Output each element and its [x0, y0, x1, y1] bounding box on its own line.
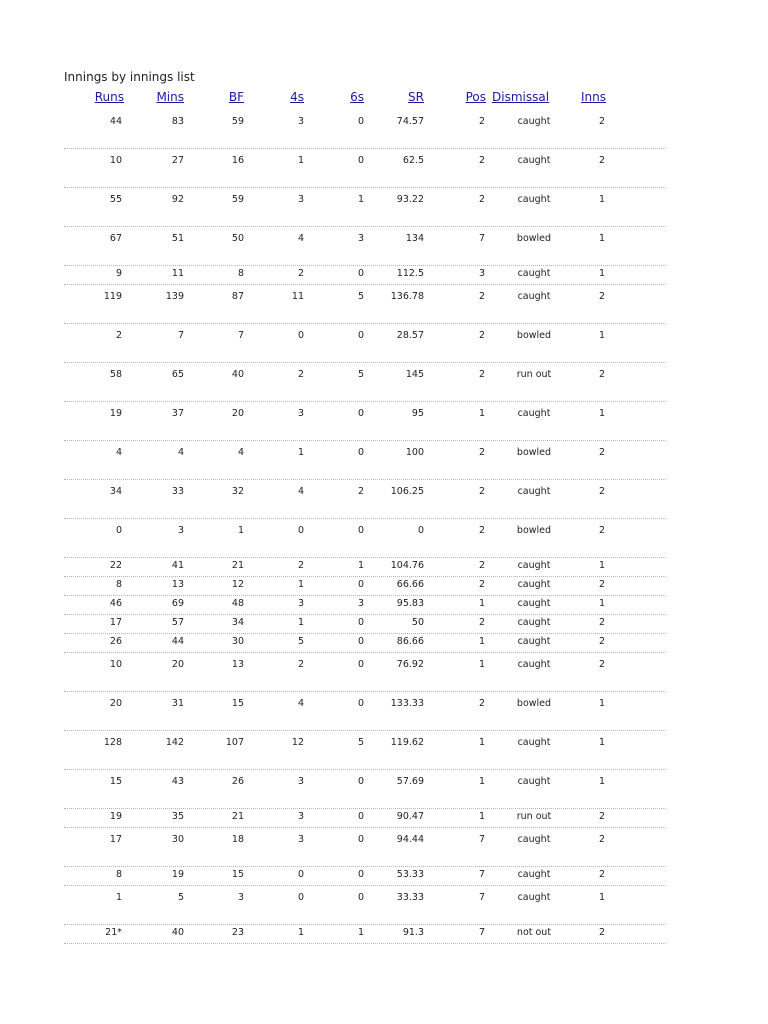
table-row	[64, 285, 666, 324]
cell-mins: 43	[171, 776, 184, 787]
table-row	[64, 867, 666, 886]
cell-mins: 5	[177, 892, 184, 903]
cell-fours: 0	[297, 525, 304, 536]
cell-pos: 2	[478, 579, 485, 590]
cell-pos: 2	[478, 486, 485, 497]
cell-runs: 26	[109, 636, 122, 647]
table-row	[64, 577, 666, 596]
cell-bf: 30	[231, 636, 244, 647]
cell-sixes: 2	[357, 486, 364, 497]
cell-sixes: 5	[357, 291, 364, 302]
cell-bf: 4	[237, 447, 244, 458]
cell-bf: 18	[231, 834, 244, 845]
table-row	[64, 441, 666, 480]
table-row	[64, 558, 666, 577]
cell-bf: 21	[231, 811, 244, 822]
cell-fours: 3	[297, 598, 304, 609]
cell-dismissal: bowled	[516, 233, 552, 244]
cell-dismissal: bowled	[516, 698, 552, 709]
table-row	[64, 886, 666, 925]
cell-dismissal: caught	[517, 869, 551, 880]
cell-mins: 27	[171, 155, 184, 166]
cell-dismissal: caught	[517, 776, 551, 787]
cell-runs: 34	[109, 486, 122, 497]
cell-fours: 1	[297, 927, 304, 938]
cell-bf: 12	[231, 579, 244, 590]
cell-bf: 107	[225, 737, 244, 748]
cell-pos: 2	[478, 291, 485, 302]
table-row	[64, 402, 666, 441]
cell-dismissal: caught	[517, 194, 551, 205]
cell-sr: 50	[411, 617, 424, 628]
cell-dismissal: run out	[516, 811, 552, 822]
cell-dismissal: caught	[517, 636, 551, 647]
cell-sr: 91.3	[402, 927, 424, 938]
cell-inns: 2	[598, 811, 605, 822]
cell-mins: 83	[171, 116, 184, 127]
table-row	[64, 615, 666, 634]
column-header-inns[interactable]: Inns	[580, 90, 606, 104]
cell-mins: 44	[171, 636, 184, 647]
cell-sr: 57.69	[396, 776, 424, 787]
innings-table	[64, 88, 666, 944]
table-row	[64, 925, 666, 944]
cell-sr: 66.66	[396, 579, 424, 590]
column-header-mins[interactable]: Mins	[156, 90, 184, 104]
cell-fours: 0	[297, 892, 304, 903]
cell-runs: 0	[115, 525, 122, 536]
cell-runs: 1	[115, 892, 122, 903]
cell-sixes: 1	[357, 194, 364, 205]
cell-runs: 22	[109, 560, 122, 571]
cell-sixes: 0	[357, 776, 364, 787]
cell-mins: 20	[171, 659, 184, 670]
cell-bf: 50	[231, 233, 244, 244]
cell-inns: 2	[598, 525, 605, 536]
cell-mins: 57	[171, 617, 184, 628]
cell-mins: 30	[171, 834, 184, 845]
cell-runs: 21*	[105, 927, 122, 938]
cell-fours: 1	[297, 447, 304, 458]
column-header-sr[interactable]: SR	[408, 90, 424, 104]
cell-bf: 15	[231, 698, 244, 709]
table-row	[64, 149, 666, 188]
cell-fours: 3	[297, 811, 304, 822]
cell-bf: 40	[231, 369, 244, 380]
cell-fours: 0	[297, 330, 304, 341]
cell-runs: 55	[109, 194, 122, 205]
column-header-runs[interactable]: Runs	[94, 90, 124, 104]
cell-mins: 13	[171, 579, 184, 590]
cell-sr: 74.57	[396, 116, 424, 127]
cell-pos: 1	[478, 737, 485, 748]
cell-inns: 2	[598, 116, 605, 127]
cell-inns: 1	[598, 737, 605, 748]
cell-dismissal: caught	[517, 560, 551, 571]
cell-dismissal: bowled	[516, 525, 552, 536]
column-header-fours[interactable]: 4s	[290, 90, 304, 104]
cell-sixes: 0	[357, 811, 364, 822]
table-row	[64, 227, 666, 266]
cell-fours: 1	[297, 155, 304, 166]
cell-bf: 16	[231, 155, 244, 166]
cell-sixes: 0	[357, 834, 364, 845]
cell-sr: 112.5	[396, 268, 424, 279]
cell-sr: 119.62	[390, 737, 424, 748]
cell-mins: 3	[177, 525, 184, 536]
cell-sr: 106.25	[390, 486, 424, 497]
cell-pos: 7	[478, 233, 485, 244]
cell-sixes: 5	[357, 737, 364, 748]
cell-dismissal: caught	[517, 617, 551, 628]
cell-pos: 7	[478, 834, 485, 845]
cell-bf: 13	[231, 659, 244, 670]
cell-fours: 1	[297, 617, 304, 628]
cell-bf: 7	[237, 330, 244, 341]
cell-mins: 11	[171, 268, 184, 279]
cell-fours: 2	[297, 560, 304, 571]
table-row	[64, 480, 666, 519]
cell-inns: 1	[598, 194, 605, 205]
cell-runs: 128	[103, 737, 122, 748]
cell-bf: 59	[231, 194, 244, 205]
cell-sr: 33.33	[396, 892, 424, 903]
column-header-pos[interactable]: Pos	[465, 90, 486, 104]
table-row	[64, 266, 666, 285]
cell-dismissal: caught	[517, 834, 551, 845]
cell-inns: 2	[598, 447, 605, 458]
cell-pos: 2	[478, 560, 485, 571]
cell-pos: 2	[478, 155, 485, 166]
cell-runs: 20	[109, 698, 122, 709]
cell-pos: 1	[478, 598, 485, 609]
cell-fours: 2	[297, 369, 304, 380]
cell-sixes: 0	[357, 659, 364, 670]
cell-mins: 35	[171, 811, 184, 822]
cell-sixes: 5	[357, 369, 364, 380]
cell-inns: 2	[598, 291, 605, 302]
cell-inns: 2	[598, 617, 605, 628]
cell-bf: 3	[237, 892, 244, 903]
table-row	[64, 519, 666, 558]
cell-sr: 100	[405, 447, 424, 458]
cell-pos: 1	[478, 636, 485, 647]
cell-inns: 1	[598, 598, 605, 609]
cell-dismissal: not out	[516, 927, 552, 938]
cell-inns: 2	[598, 834, 605, 845]
cell-fours: 12	[291, 737, 304, 748]
cell-fours: 5	[297, 636, 304, 647]
cell-mins: 19	[171, 869, 184, 880]
cell-fours: 1	[297, 579, 304, 590]
cell-sr: 95	[411, 408, 424, 419]
cell-sixes: 0	[357, 268, 364, 279]
cell-fours: 3	[297, 408, 304, 419]
cell-mins: 92	[171, 194, 184, 205]
cell-inns: 2	[598, 659, 605, 670]
cell-dismissal: caught	[517, 737, 551, 748]
table-row	[64, 188, 666, 227]
cell-inns: 2	[598, 155, 605, 166]
cell-inns: 2	[598, 579, 605, 590]
cell-pos: 7	[478, 927, 485, 938]
cell-dismissal: caught	[517, 659, 551, 670]
cell-fours: 3	[297, 194, 304, 205]
cell-sixes: 3	[357, 233, 364, 244]
cell-inns: 1	[598, 330, 605, 341]
cell-bf: 59	[231, 116, 244, 127]
cell-sr: 53.33	[396, 869, 424, 880]
cell-runs: 8	[115, 579, 122, 590]
cell-runs: 119	[103, 291, 122, 302]
cell-bf: 26	[231, 776, 244, 787]
cell-sixes: 0	[357, 617, 364, 628]
cell-fours: 4	[297, 698, 304, 709]
page-title: Innings by innings list	[64, 70, 195, 84]
cell-inns: 1	[598, 233, 605, 244]
cell-dismissal: bowled	[516, 330, 552, 341]
cell-bf: 15	[231, 869, 244, 880]
cell-dismissal: caught	[517, 155, 551, 166]
cell-sr: 93.22	[396, 194, 424, 205]
cell-mins: 41	[171, 560, 184, 571]
cell-dismissal: caught	[517, 892, 551, 903]
cell-inns: 2	[598, 486, 605, 497]
cell-runs: 44	[109, 116, 122, 127]
cell-sixes: 1	[357, 560, 364, 571]
cell-dismissal: caught	[517, 116, 551, 127]
cell-runs: 17	[109, 834, 122, 845]
cell-runs: 19	[109, 408, 122, 419]
cell-dismissal: run out	[516, 369, 552, 380]
cell-sr: 136.78	[390, 291, 424, 302]
cell-runs: 4	[115, 447, 122, 458]
cell-mins: 40	[171, 927, 184, 938]
cell-sr: 90.47	[396, 811, 424, 822]
cell-inns: 1	[598, 892, 605, 903]
cell-inns: 1	[598, 268, 605, 279]
cell-dismissal: caught	[517, 579, 551, 590]
cell-fours: 11	[291, 291, 304, 302]
cell-runs: 9	[115, 268, 122, 279]
cell-sixes: 0	[357, 698, 364, 709]
table-body	[64, 110, 666, 944]
table-row	[64, 363, 666, 402]
cell-bf: 32	[231, 486, 244, 497]
cell-sixes: 0	[357, 636, 364, 647]
table-row	[64, 731, 666, 770]
cell-runs: 46	[109, 598, 122, 609]
cell-sr: 133.33	[390, 698, 424, 709]
table-row	[64, 828, 666, 867]
cell-runs: 19	[109, 811, 122, 822]
cell-inns: 1	[598, 776, 605, 787]
table-row	[64, 634, 666, 653]
cell-mins: 51	[171, 233, 184, 244]
cell-bf: 21	[231, 560, 244, 571]
table-row	[64, 653, 666, 692]
cell-sr: 86.66	[396, 636, 424, 647]
cell-pos: 2	[478, 194, 485, 205]
table-row	[64, 809, 666, 828]
cell-inns: 1	[598, 698, 605, 709]
cell-pos: 2	[478, 116, 485, 127]
cell-sixes: 0	[357, 155, 364, 166]
table-header-row	[64, 88, 666, 110]
cell-dismissal: caught	[517, 408, 551, 419]
cell-sr: 134	[405, 233, 424, 244]
cell-mins: 33	[171, 486, 184, 497]
cell-sixes: 0	[357, 525, 364, 536]
cell-pos: 2	[478, 447, 485, 458]
cell-inns: 1	[598, 560, 605, 571]
cell-pos: 2	[478, 698, 485, 709]
cell-runs: 15	[109, 776, 122, 787]
cell-mins: 4	[177, 447, 184, 458]
cell-sr: 62.5	[402, 155, 424, 166]
cell-dismissal: caught	[517, 598, 551, 609]
cell-sr: 94.44	[396, 834, 424, 845]
cell-fours: 4	[297, 486, 304, 497]
cell-sr: 104.76	[390, 560, 424, 571]
cell-fours: 3	[297, 834, 304, 845]
cell-inns: 2	[598, 636, 605, 647]
cell-pos: 3	[478, 268, 485, 279]
cell-mins: 142	[165, 737, 184, 748]
cell-sixes: 0	[357, 447, 364, 458]
cell-mins: 69	[171, 598, 184, 609]
table-row	[64, 596, 666, 615]
cell-mins: 31	[171, 698, 184, 709]
cell-dismissal: caught	[517, 486, 551, 497]
cell-pos: 2	[478, 525, 485, 536]
table-row	[64, 692, 666, 731]
column-header-bf[interactable]: BF	[228, 90, 244, 104]
cell-mins: 65	[171, 369, 184, 380]
cell-sr: 28.57	[396, 330, 424, 341]
cell-inns: 1	[598, 408, 605, 419]
cell-inns: 2	[598, 927, 605, 938]
cell-inns: 2	[598, 369, 605, 380]
cell-runs: 67	[109, 233, 122, 244]
cell-runs: 2	[115, 330, 122, 341]
cell-fours: 3	[297, 776, 304, 787]
cell-runs: 17	[109, 617, 122, 628]
cell-sr: 145	[405, 369, 424, 380]
cell-mins: 139	[165, 291, 184, 302]
cell-runs: 10	[109, 659, 122, 670]
cell-sixes: 0	[357, 330, 364, 341]
cell-fours: 4	[297, 233, 304, 244]
cell-pos: 2	[478, 617, 485, 628]
cell-pos: 1	[478, 659, 485, 670]
cell-pos: 1	[478, 776, 485, 787]
cell-dismissal: caught	[517, 291, 551, 302]
cell-bf: 48	[231, 598, 244, 609]
cell-runs: 58	[109, 369, 122, 380]
cell-bf: 20	[231, 408, 244, 419]
cell-sixes: 0	[357, 579, 364, 590]
cell-sixes: 0	[357, 869, 364, 880]
cell-sr: 76.92	[396, 659, 424, 670]
cell-sixes: 0	[357, 892, 364, 903]
cell-fours: 2	[297, 268, 304, 279]
column-header-dismissal[interactable]: Dismissal	[492, 90, 550, 104]
table-row	[64, 110, 666, 149]
cell-pos: 7	[478, 869, 485, 880]
cell-pos: 1	[478, 408, 485, 419]
cell-bf: 34	[231, 617, 244, 628]
cell-pos: 7	[478, 892, 485, 903]
table-row	[64, 770, 666, 809]
cell-sixes: 0	[357, 116, 364, 127]
column-header-sixes[interactable]: 6s	[350, 90, 364, 104]
cell-runs: 10	[109, 155, 122, 166]
cell-mins: 7	[177, 330, 184, 341]
cell-pos: 1	[478, 811, 485, 822]
cell-bf: 23	[231, 927, 244, 938]
cell-sr: 95.83	[396, 598, 424, 609]
cell-sixes: 3	[357, 598, 364, 609]
cell-pos: 2	[478, 330, 485, 341]
cell-bf: 1	[237, 525, 244, 536]
cell-dismissal: bowled	[516, 447, 552, 458]
cell-fours: 2	[297, 659, 304, 670]
cell-dismissal: caught	[517, 268, 551, 279]
cell-inns: 2	[598, 869, 605, 880]
table-row	[64, 324, 666, 363]
cell-fours: 0	[297, 869, 304, 880]
cell-sixes: 1	[357, 927, 364, 938]
cell-sr: 0	[417, 525, 424, 536]
cell-bf: 87	[231, 291, 244, 302]
cell-pos: 2	[478, 369, 485, 380]
cell-sixes: 0	[357, 408, 364, 419]
cell-bf: 8	[237, 268, 244, 279]
cell-fours: 3	[297, 116, 304, 127]
cell-runs: 8	[115, 869, 122, 880]
cell-mins: 37	[171, 408, 184, 419]
